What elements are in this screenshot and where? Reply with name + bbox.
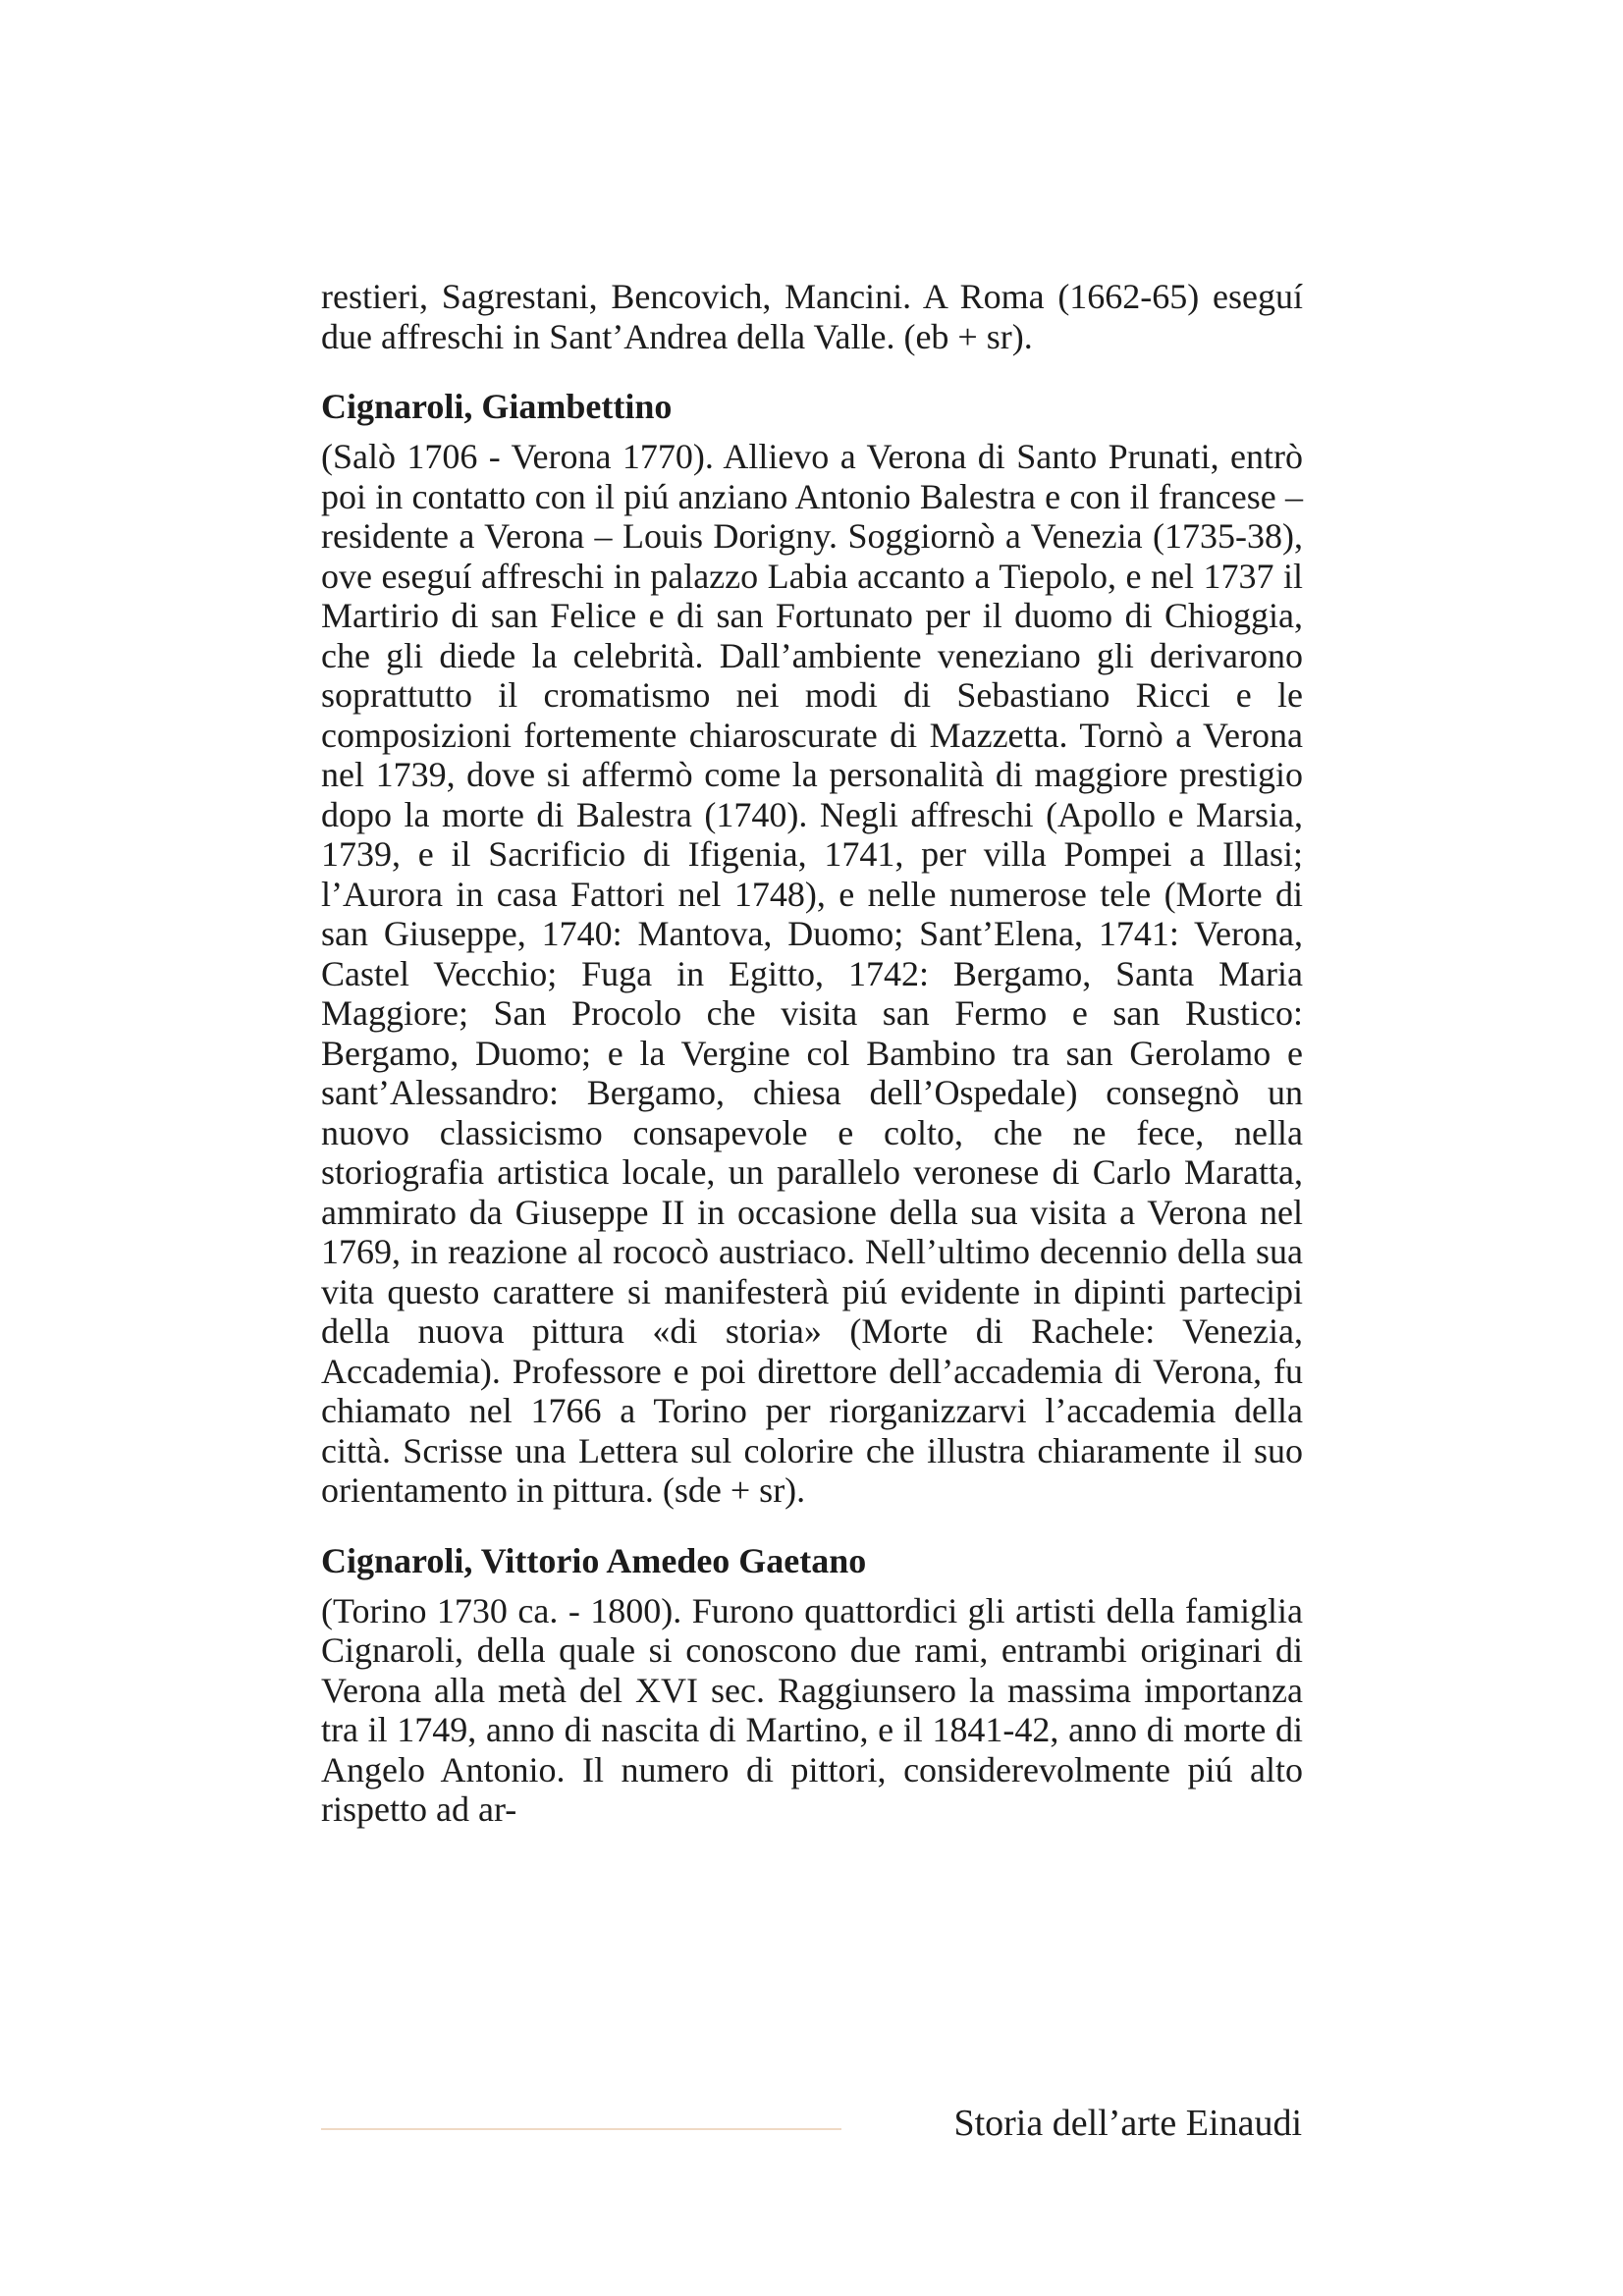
entry-title-vittorio-amedeo: Cignaroli, Vittorio Amedeo Gaetano xyxy=(321,1540,867,1580)
entry-body-giambettino: (Salò 1706 - Verona 1770). Allievo a Verona di Santo Prunati, entrò poi in contatto con il piú anziano Antonio Balestra e con il francese – residente a Verona – Louis Dorigny. Soggiornò a Venezia (1735-38), ove eseguí affreschi in palazzo Labia accanto a Tiepolo, e nel 1737 il Martirio di san Felice e di san Fortunato per il duomo di Chioggia, che gli diede la celebrità. Dall’ambiente veneziano gli derivarono soprattutto il cromatismo nei modi di Sebastiano Ricci e le composizioni fortemente chiaroscurate di Mazzetta. Tornò a Verona nel 1739, dove si affermò come la personalità di maggiore prestigio dopo la morte di Balestra (1740). Negli affreschi (Apollo e Marsia, 1739, e il Sacrificio di Ifigenia, 1741, per villa Pompei a Illasi; l’Aurora in casa Fattori nel 1748), e nelle numerose tele (Morte di san Giuseppe, 1740: Mantova, Duomo; Sant’Elena, 1741: Verona, Castel Vecchio; Fuga in Egitto, 1742: Bergamo, Santa Maria Maggiore; San Procolo che visita san Fermo e san Rustico: Bergamo, Duomo; e la Vergine col Bambino tra san Gerolamo e sant’Alessandro: Bergamo, chiesa dell’Ospedale) consegnò un nuovo classicismo consapevole e colto, che ne fece, nella storiografia artistica locale, un parallelo veronese di Carlo Maratta, ammirato da Giuseppe II in occasione della sua visita a Verona nel 1769, in reazione al rococò austriaco. Nell’ultimo decennio della sua vita questo carattere si manifesterà piú evidente in dipinti partecipi della nuova pittura «di storia» (Morte di Rachele: Venezia, Accademia). Professore e poi direttore dell’accademia di Verona, fu chiamato nel 1766 a Torino per riorganizzarvi l’accademia della città. Scrisse una Lettera sul colorire che illustra chiaramente il suo orientamento in pittura. (sde + sr). xyxy=(321,437,1303,1510)
entry-body-vittorio-amedeo: (Torino 1730 ca. - 1800). Furono quattordici gli artisti della famiglia Cignaroli, della quale si conoscono due rami, entrambi originari di Verona alla metà del XVI sec. Raggiunsero la massima importanza tra il 1749, anno di nascita di Martino, e il 1841-42, anno di morte di Angelo Antonio. Il numero di pittori, considerevolmente piú alto rispetto ad ar- xyxy=(321,1590,1303,1829)
spacer xyxy=(321,429,1303,437)
spacer xyxy=(321,356,1303,384)
entry-title-giambettino: Cignaroli, Giambettino xyxy=(321,387,673,426)
article-text xyxy=(321,277,1303,1830)
footer-publisher: Storia dell’arte Einaudi xyxy=(953,2103,1302,2144)
spacer xyxy=(321,1511,1303,1538)
footer-rule xyxy=(321,2128,841,2130)
spacer xyxy=(321,1583,1303,1591)
continuation-paragraph: restieri, Sagrestani, Bencovich, Mancini. A Roma (1662-65) eseguí due affreschi in Sant’Andrea della Valle. (eb + sr). xyxy=(321,277,1303,356)
